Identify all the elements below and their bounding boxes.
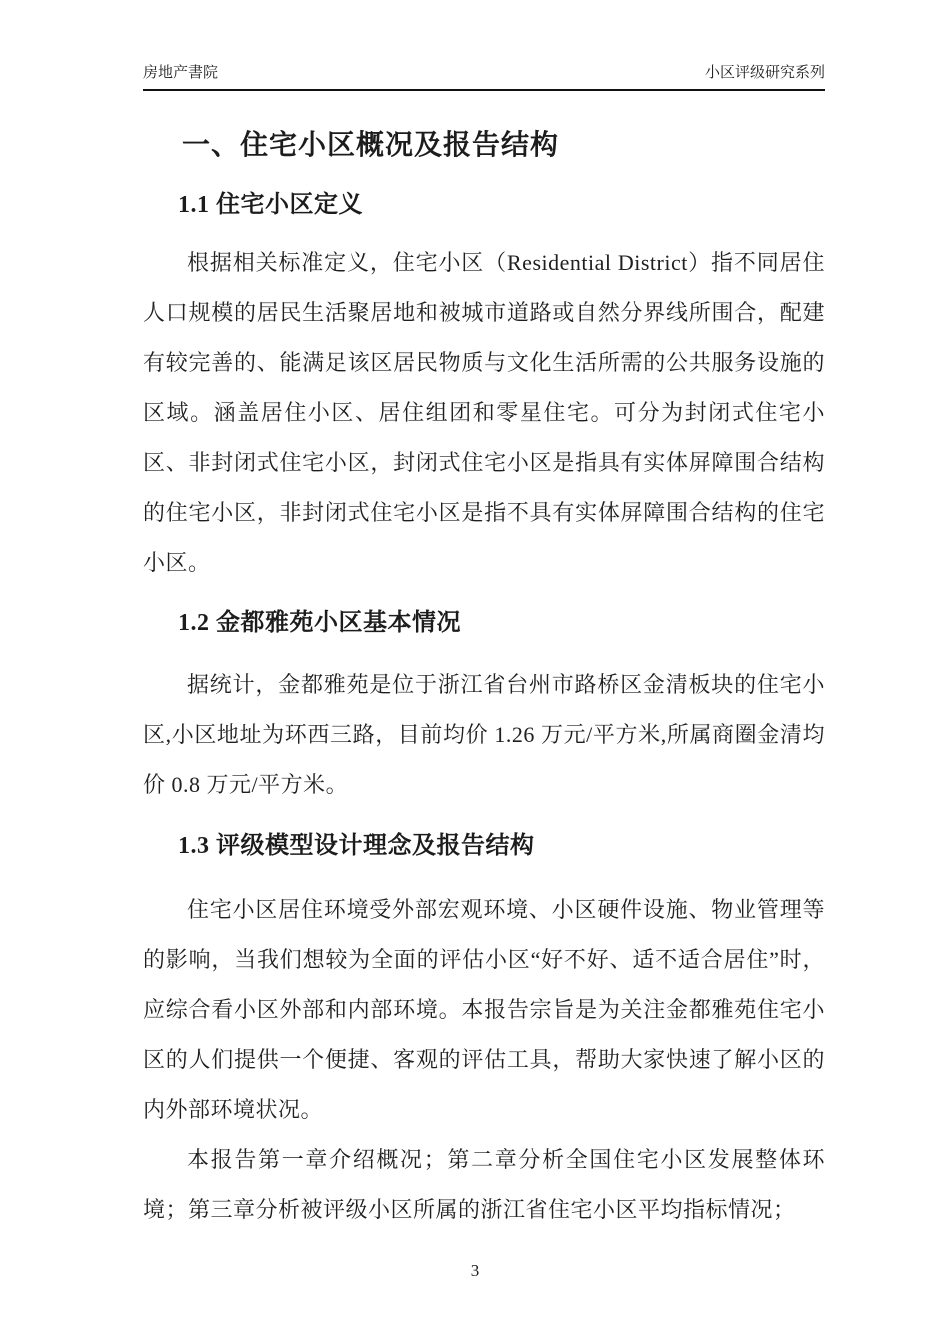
body-paragraph: 根据相关标准定义，住宅小区（Residential District）指不同居住人口规模的居民生活聚居地和被城市道路或自然分界线所围合，配建有较完善的、能满足该区居民物质与文化生活所需的公共服务设施的区域。涵盖居住小区、居住组团和零星住宅。可分为封闭式住宅小区、非封闭式住宅小区，封闭式住宅小区是指具有实体屏障围合结构的住宅小区，非封闭式住宅小区是指不具有实体屏障围合结构的住宅小区。: [143, 250, 825, 575]
page-number: 3: [470, 1261, 480, 1280]
section-1-1: [143, 188, 825, 588]
section-1-2: [143, 606, 825, 810]
page-header: [143, 63, 825, 91]
body-paragraph: 本报告第一章介绍概况；第二章分析全国住宅小区发展整体环境；第三章分析被评级小区所属的浙江省住宅小区平均指标情况；: [143, 1147, 825, 1222]
section-heading-1-2: 1.2 金都雅苑小区基本情况: [178, 610, 461, 636]
body-paragraph: 住宅小区居住环境受外部宏观环境、小区硬件设施、物业管理等的影响，当我们想较为全面的评估小区“好不好、适不适合居住”时，应综合看小区外部和内部环境。本报告宗旨是为关注金都雅苑住宅小区的人们提供一个便捷、客观的评估工具，帮助大家快速了解小区的内外部环境状况。: [143, 897, 825, 1122]
section-1-3: [143, 829, 825, 1235]
header-right-text: 小区评级研究系列: [704, 64, 825, 81]
section-heading-1-3: 1.3 评级模型设计理念及报告结构: [178, 833, 535, 859]
page-footer: [0, 1260, 950, 1282]
body-paragraph: 据统计，金都雅苑是位于浙江省台州市路桥区金清板块的住宅小区,小区地址为环西三路，目前均价 1.26 万元/平方米,所属商圈金清均价 0.8 万元/平方米。: [143, 672, 825, 797]
section-heading-1-1: 1.1 住宅小区定义: [178, 192, 363, 218]
document-title: 一、住宅小区概况及报告结构: [182, 130, 560, 161]
header-left-text: 房地产書院: [143, 64, 219, 81]
